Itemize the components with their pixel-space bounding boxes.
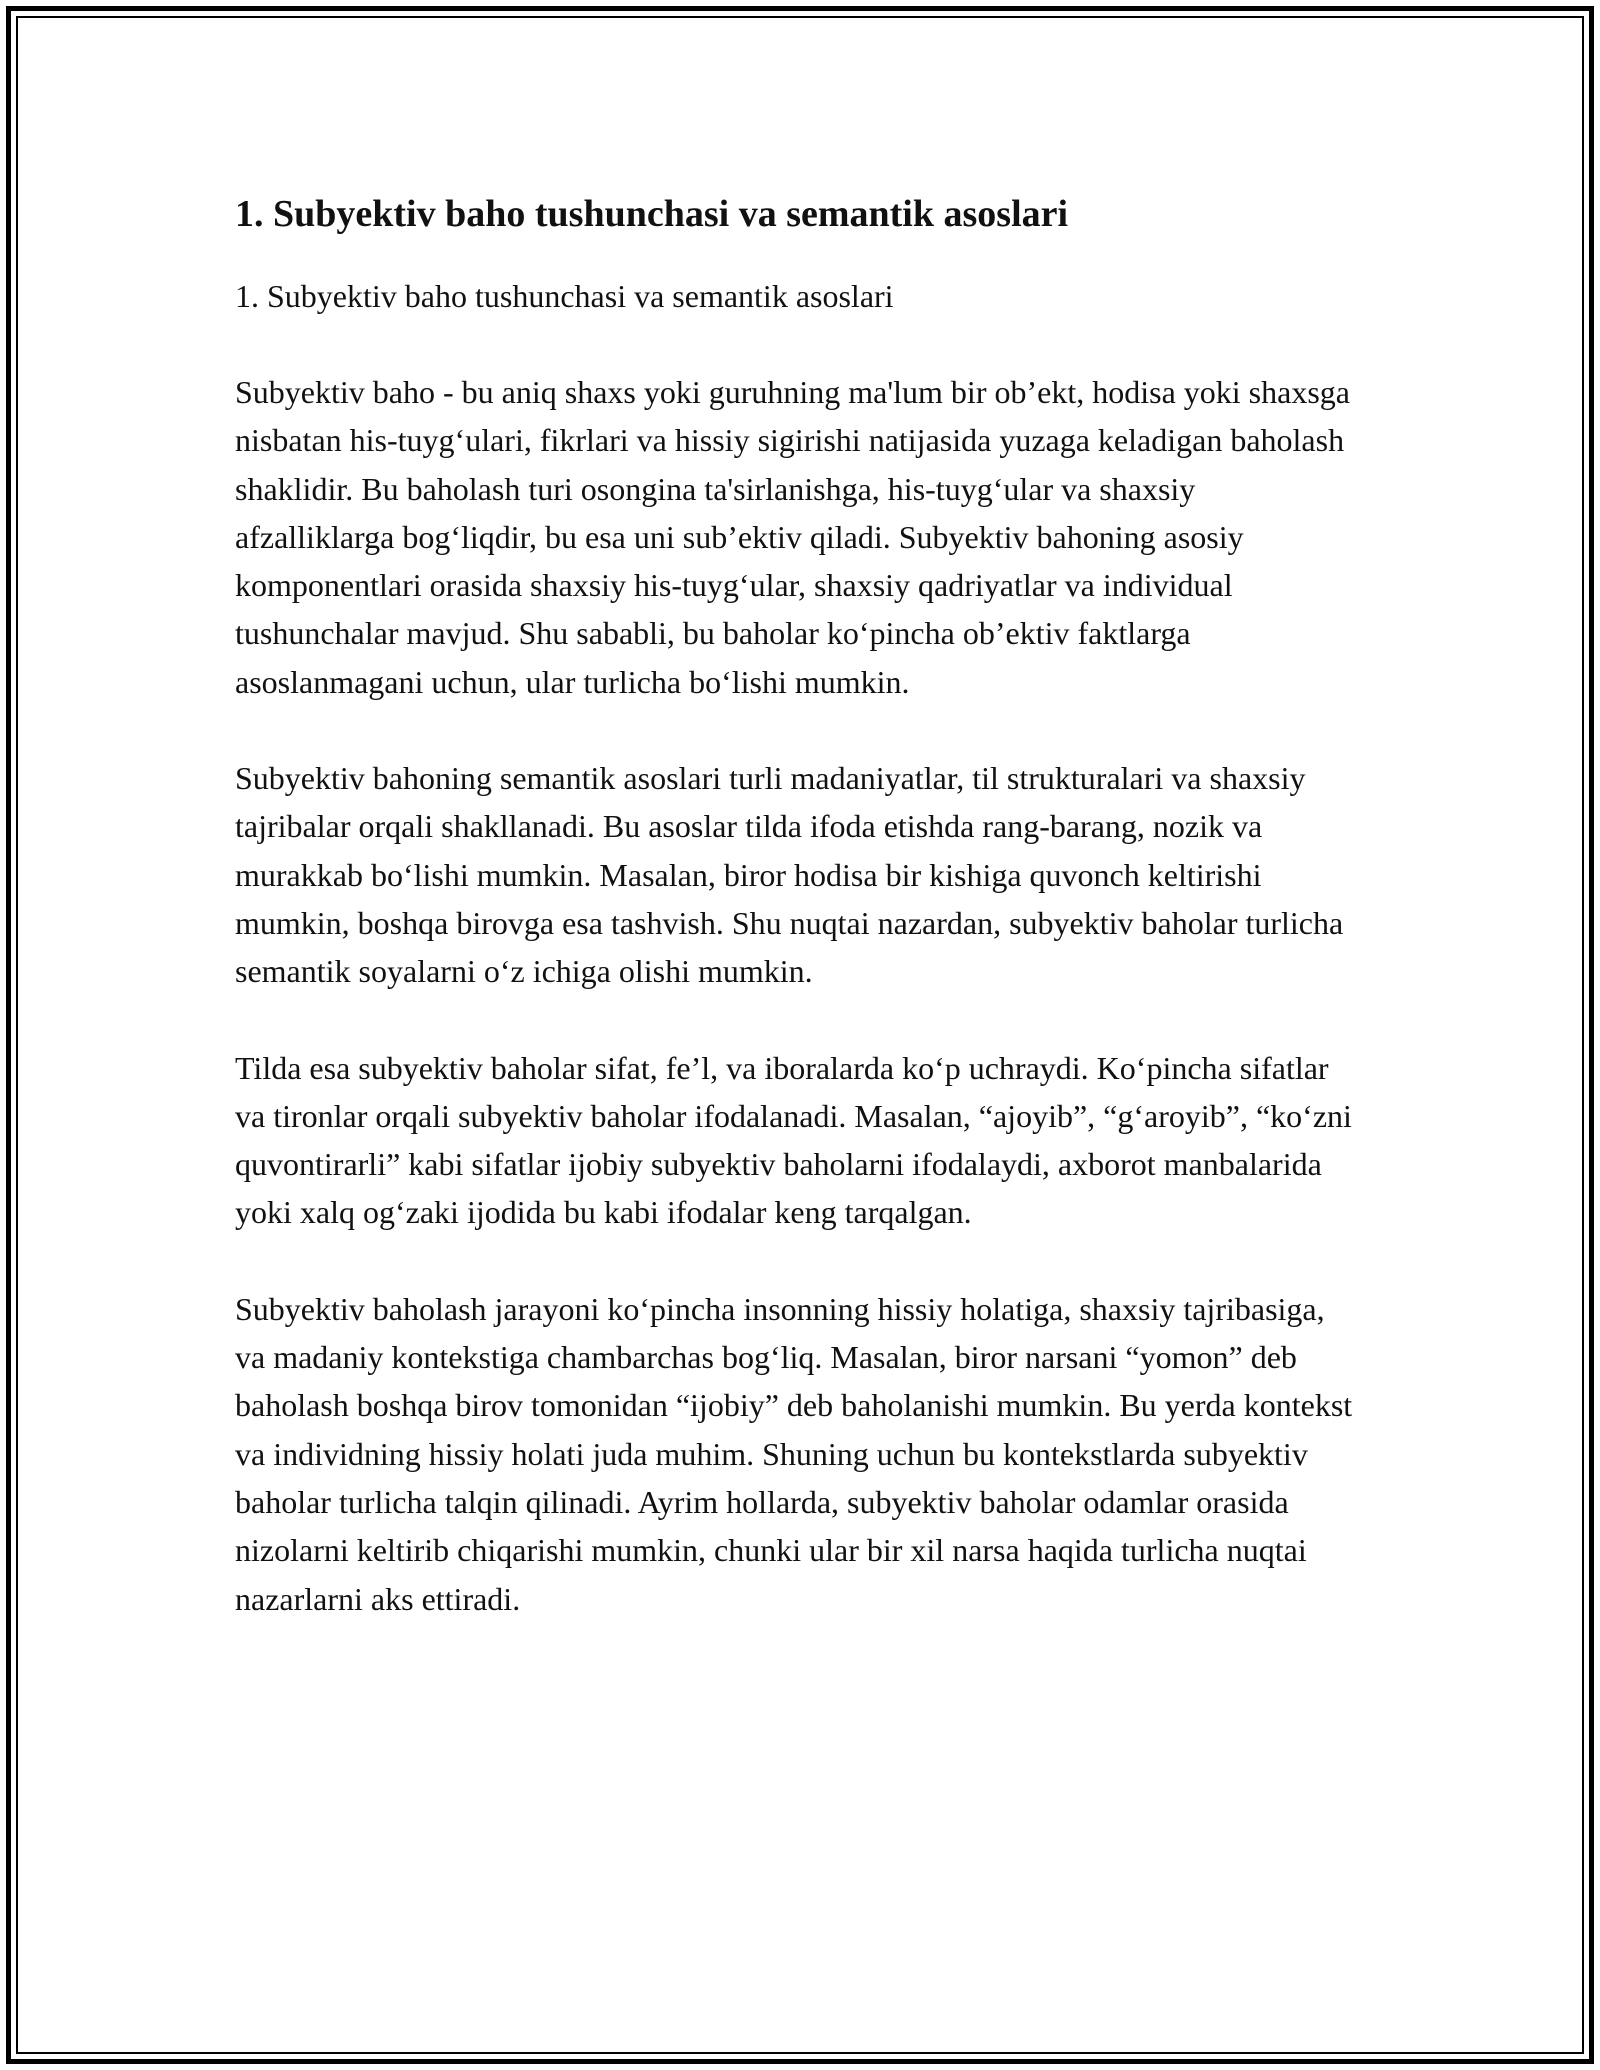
document-heading: 1. Subyektiv baho tushunchasi va semantik asoslari [235,193,1069,235]
paragraph-4: Subyektiv baholash jarayoni ko‘pincha insonning hissiy holatiga, shaxsiy tajribasiga, va madaniy kontekstiga chambarchas bog‘liq. Masalan, biror narsani “yomon” deb baholash boshqa birov tomonidan “ijobiy” deb baholanishi mumkin. Bu yerda kontekst va individning hissiy holati juda muhim. Shuning uchun bu kontekstlarda subyektiv baholar turlicha talqin qilinadi. Ayrim hollarda, subyektiv baholar odamlar orasida nizolarni keltirib chiqarishi mumkin, chunki ular bir xil narsa haqida turlicha nuqtai nazarlarni aks ettiradi. [235,1290,1353,1617]
paragraph-2: Subyektiv bahoning semantik asoslari turli madaniyatlar, til strukturalari va shaxsiy tajribalar orqali shakllanadi. Bu asoslar tilda ifoda etishda rang-barang, nozik va murakkab bo‘lishi mumkin. Masalan, biror hodisa bir kishiga quvonch keltirishi mumkin, boshqa birovga esa tashvish. Shu nuqtai nazardan, subyektiv baholar turlicha semantik soyalarni o‘z ichiga olishi mumkin. [235,760,1344,990]
paragraph-3: Tilda esa subyektiv baholar sifat, fe’l, va iboralarda ko‘p uchraydi. Ko‘pincha sifatlar va tironlar orqali subyektiv baholar ifodalanadi. Masalan, “ajoyib”, “g‘aroyib”, “ko‘zni quvontirarli” kabi sifatlar ijobiy subyektiv baholarni ifodalaydi, axborot manbalarida yoki xalq og‘zaki ijodida bu kabi ifodalar keng tarqalgan. [235,1049,1352,1231]
document-body [235,186,1360,1623]
paragraph-1: Subyektiv baho - bu aniq shaxs yoki guruhning ma'lum bir ob’ekt, hodisa yoki shaxsga nisbatan his-tuyg‘ulari, fikrlari va hissiy sigirishi natijasida yuzaga keladigan baholash shaklidir. Bu baholash turi osongina ta'sirlanishga, his-tuyg‘ular va shaxsiy afzalliklarga bog‘liqdir, bu esa uni sub’ektiv qiladi. Subyektiv bahoning asosiy komponentlari orasida shaxsiy his-tuyg‘ular, shaxsiy qadriyatlar va individual tushunchalar mavjud. Shu sababli, bu baholar ko‘pincha ob’ektiv faktlarga asoslanmagani uchun, ular turlicha bo‘lishi mumkin. [235,374,1350,700]
document-subheading: 1. Subyektiv baho tushunchasi va semantik asoslari [235,278,894,314]
